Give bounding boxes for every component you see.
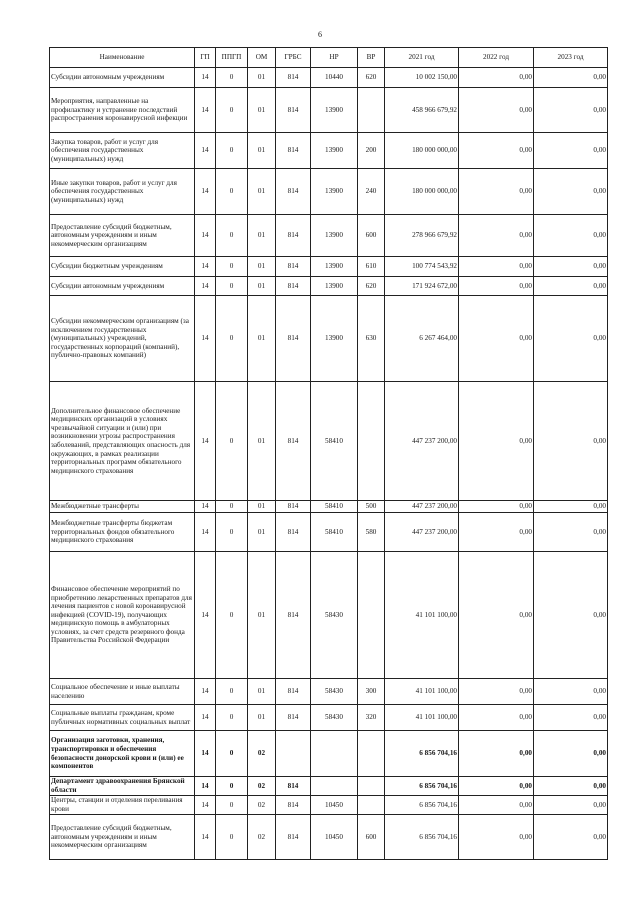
row-amount-2022: 0,00 bbox=[459, 731, 534, 777]
row-nr: 58410 bbox=[311, 501, 358, 513]
row-amount-2022: 0,00 bbox=[459, 705, 534, 731]
row-om: 01 bbox=[248, 296, 276, 382]
row-om: 01 bbox=[248, 257, 276, 277]
table-row bbox=[50, 169, 608, 215]
row-vr: 610 bbox=[358, 257, 385, 277]
row-om: 01 bbox=[248, 133, 276, 169]
row-grbs bbox=[276, 731, 311, 777]
header-2023: 2023 год bbox=[534, 48, 608, 68]
row-amount-2022: 0,00 bbox=[459, 513, 534, 552]
row-amount-2023: 0,00 bbox=[534, 215, 608, 257]
row-amount-2021: 6 856 704,16 bbox=[385, 815, 459, 860]
row-amount-2023: 0,00 bbox=[534, 296, 608, 382]
row-amount-2023: 0,00 bbox=[534, 513, 608, 552]
row-amount-2021: 6 856 704,16 bbox=[385, 731, 459, 777]
row-nr: 58410 bbox=[311, 513, 358, 552]
row-name: Мероприятия, направленные на профилактику и устранение последствий распространения коронавирусной инфекции bbox=[50, 88, 195, 133]
header-2021: 2021 год bbox=[385, 48, 459, 68]
row-nr: 10450 bbox=[311, 796, 358, 815]
row-amount-2023: 0,00 bbox=[534, 169, 608, 215]
row-vr: 320 bbox=[358, 705, 385, 731]
row-vr: 600 bbox=[358, 815, 385, 860]
row-ppgp: 0 bbox=[216, 552, 248, 679]
row-name: Субсидии автономным учреждениям bbox=[50, 68, 195, 88]
row-amount-2022: 0,00 bbox=[459, 169, 534, 215]
row-vr: 240 bbox=[358, 169, 385, 215]
row-grbs: 814 bbox=[276, 796, 311, 815]
header-vr: ВР bbox=[358, 48, 385, 68]
row-ppgp: 0 bbox=[216, 133, 248, 169]
table-row bbox=[50, 796, 608, 815]
row-vr: 620 bbox=[358, 68, 385, 88]
row-amount-2021: 447 237 200,00 bbox=[385, 513, 459, 552]
page-number: 6 bbox=[318, 30, 322, 39]
row-om: 02 bbox=[248, 777, 276, 796]
header-2022: 2022 год bbox=[459, 48, 534, 68]
row-om: 01 bbox=[248, 501, 276, 513]
table-row bbox=[50, 552, 608, 679]
row-amount-2023: 0,00 bbox=[534, 68, 608, 88]
row-amount-2023: 0,00 bbox=[534, 88, 608, 133]
row-amount-2021: 6 856 704,16 bbox=[385, 796, 459, 815]
row-nr: 58430 bbox=[311, 705, 358, 731]
row-vr: 300 bbox=[358, 679, 385, 705]
row-name: Департамент здравоохранения Брянской области bbox=[50, 777, 195, 796]
row-amount-2021: 447 237 200,00 bbox=[385, 501, 459, 513]
row-om: 01 bbox=[248, 382, 276, 501]
row-nr: 13900 bbox=[311, 257, 358, 277]
row-vr: 600 bbox=[358, 215, 385, 257]
row-om: 01 bbox=[248, 68, 276, 88]
row-om: 01 bbox=[248, 215, 276, 257]
table-row bbox=[50, 815, 608, 860]
header-ppgp: ППГП bbox=[216, 48, 248, 68]
row-gp: 14 bbox=[195, 777, 216, 796]
row-om: 02 bbox=[248, 815, 276, 860]
row-gp: 14 bbox=[195, 277, 216, 296]
row-grbs: 814 bbox=[276, 296, 311, 382]
row-amount-2021: 278 966 679,92 bbox=[385, 215, 459, 257]
header-name: Наименование bbox=[50, 48, 195, 68]
budget-table-body bbox=[50, 48, 608, 860]
row-nr: 13900 bbox=[311, 296, 358, 382]
row-name: Дополнительное финансовое обеспечение медицинских организаций в условиях чрезвычайной ситуации и (или) при возникновении угрозы распространения заболеваний, представляющих опасность для окружающих, в рамках реализации территориальных программ обязательного медицинского страхования bbox=[50, 382, 195, 501]
row-amount-2022: 0,00 bbox=[459, 68, 534, 88]
row-nr bbox=[311, 731, 358, 777]
row-vr bbox=[358, 731, 385, 777]
row-ppgp: 0 bbox=[216, 296, 248, 382]
row-gp: 14 bbox=[195, 296, 216, 382]
row-amount-2022: 0,00 bbox=[459, 215, 534, 257]
row-nr: 13900 bbox=[311, 169, 358, 215]
row-name: Межбюджетные трансферты bbox=[50, 501, 195, 513]
row-amount-2022: 0,00 bbox=[459, 501, 534, 513]
table-row bbox=[50, 215, 608, 257]
row-gp: 14 bbox=[195, 215, 216, 257]
row-grbs: 814 bbox=[276, 777, 311, 796]
table-row bbox=[50, 731, 608, 777]
row-amount-2021: 10 002 150,00 bbox=[385, 68, 459, 88]
row-nr: 13900 bbox=[311, 215, 358, 257]
row-ppgp: 0 bbox=[216, 679, 248, 705]
row-vr: 200 bbox=[358, 133, 385, 169]
row-name: Субсидии некоммерческим организациям (за исключением государственных (муниципальных) учреждений, государственных корпораций (компаний), публично-правовых компаний) bbox=[50, 296, 195, 382]
row-grbs: 814 bbox=[276, 501, 311, 513]
row-gp: 14 bbox=[195, 731, 216, 777]
row-ppgp: 0 bbox=[216, 501, 248, 513]
row-amount-2022: 0,00 bbox=[459, 296, 534, 382]
row-amount-2023: 0,00 bbox=[534, 382, 608, 501]
row-gp: 14 bbox=[195, 68, 216, 88]
row-gp: 14 bbox=[195, 705, 216, 731]
row-ppgp: 0 bbox=[216, 257, 248, 277]
row-grbs: 814 bbox=[276, 705, 311, 731]
row-amount-2021: 171 924 672,00 bbox=[385, 277, 459, 296]
row-nr: 58430 bbox=[311, 679, 358, 705]
row-amount-2022: 0,00 bbox=[459, 815, 534, 860]
row-vr bbox=[358, 796, 385, 815]
row-nr: 58430 bbox=[311, 552, 358, 679]
row-gp: 14 bbox=[195, 501, 216, 513]
row-amount-2021: 180 000 000,00 bbox=[385, 133, 459, 169]
row-om: 01 bbox=[248, 169, 276, 215]
row-name: Закупка товаров, работ и услуг для обеспечения государственных (муниципальных) нужд bbox=[50, 133, 195, 169]
row-vr: 620 bbox=[358, 277, 385, 296]
row-ppgp: 0 bbox=[216, 513, 248, 552]
row-ppgp: 0 bbox=[216, 68, 248, 88]
row-name: Субсидии автономным учреждениям bbox=[50, 277, 195, 296]
row-om: 01 bbox=[248, 552, 276, 679]
row-amount-2023: 0,00 bbox=[534, 679, 608, 705]
row-amount-2021: 458 966 679,92 bbox=[385, 88, 459, 133]
row-amount-2022: 0,00 bbox=[459, 257, 534, 277]
row-name: Предоставление субсидий бюджетным, автономным учреждениям и иным некоммерческим организациям bbox=[50, 215, 195, 257]
table-row bbox=[50, 88, 608, 133]
table-row bbox=[50, 277, 608, 296]
row-om: 01 bbox=[248, 277, 276, 296]
row-ppgp: 0 bbox=[216, 169, 248, 215]
row-amount-2022: 0,00 bbox=[459, 777, 534, 796]
row-gp: 14 bbox=[195, 88, 216, 133]
table-row bbox=[50, 679, 608, 705]
row-nr: 10440 bbox=[311, 68, 358, 88]
row-vr: 500 bbox=[358, 501, 385, 513]
row-amount-2022: 0,00 bbox=[459, 88, 534, 133]
row-amount-2021: 180 000 000,00 bbox=[385, 169, 459, 215]
row-om: 02 bbox=[248, 731, 276, 777]
row-name: Финансовое обеспечение мероприятий по приобретению лекарственных препаратов для лечения пациентов с новой коронавирусной инфекцией (COVID-19), получающих медицинскую помощь в амбулаторных условиях, за счет средств резервного фонда Правительства Российской Федерации bbox=[50, 552, 195, 679]
row-nr: 13900 bbox=[311, 277, 358, 296]
row-grbs: 814 bbox=[276, 88, 311, 133]
row-grbs: 814 bbox=[276, 277, 311, 296]
table-header-row bbox=[50, 48, 608, 68]
row-amount-2022: 0,00 bbox=[459, 679, 534, 705]
row-name: Центры, станции и отделения переливания крови bbox=[50, 796, 195, 815]
row-amount-2023: 0,00 bbox=[534, 257, 608, 277]
table-row bbox=[50, 382, 608, 501]
row-vr bbox=[358, 88, 385, 133]
row-ppgp: 0 bbox=[216, 796, 248, 815]
row-name: Межбюджетные трансферты бюджетам территориальных фондов обязательного медицинского страхования bbox=[50, 513, 195, 552]
header-grbs: ГРБС bbox=[276, 48, 311, 68]
row-ppgp: 0 bbox=[216, 277, 248, 296]
row-amount-2022: 0,00 bbox=[459, 382, 534, 501]
row-om: 01 bbox=[248, 679, 276, 705]
row-gp: 14 bbox=[195, 679, 216, 705]
row-gp: 14 bbox=[195, 552, 216, 679]
row-vr: 580 bbox=[358, 513, 385, 552]
table-row bbox=[50, 777, 608, 796]
table-row bbox=[50, 68, 608, 88]
row-vr bbox=[358, 382, 385, 501]
row-grbs: 814 bbox=[276, 68, 311, 88]
row-ppgp: 0 bbox=[216, 88, 248, 133]
row-om: 01 bbox=[248, 88, 276, 133]
row-amount-2023: 0,00 bbox=[534, 731, 608, 777]
row-ppgp: 0 bbox=[216, 777, 248, 796]
row-ppgp: 0 bbox=[216, 382, 248, 501]
row-name: Иные закупки товаров, работ и услуг для обеспечения государственных (муниципальных) нужд bbox=[50, 169, 195, 215]
row-amount-2021: 100 774 543,92 bbox=[385, 257, 459, 277]
row-grbs: 814 bbox=[276, 215, 311, 257]
table-row bbox=[50, 296, 608, 382]
row-nr: 13900 bbox=[311, 133, 358, 169]
row-vr bbox=[358, 777, 385, 796]
row-ppgp: 0 bbox=[216, 215, 248, 257]
row-amount-2021: 41 101 100,00 bbox=[385, 552, 459, 679]
row-amount-2023: 0,00 bbox=[534, 796, 608, 815]
header-gp: ГП bbox=[195, 48, 216, 68]
row-grbs: 814 bbox=[276, 679, 311, 705]
row-name: Социальные выплаты гражданам, кроме публичных нормативных социальных выплат bbox=[50, 705, 195, 731]
row-ppgp: 0 bbox=[216, 705, 248, 731]
row-name: Предоставление субсидий бюджетным, автономным учреждениям и иным некоммерческим организациям bbox=[50, 815, 195, 860]
row-grbs: 814 bbox=[276, 815, 311, 860]
row-om: 02 bbox=[248, 796, 276, 815]
row-gp: 14 bbox=[195, 815, 216, 860]
header-nr: НР bbox=[311, 48, 358, 68]
row-amount-2023: 0,00 bbox=[534, 133, 608, 169]
row-ppgp: 0 bbox=[216, 815, 248, 860]
row-name: Социальное обеспечение и иные выплаты населению bbox=[50, 679, 195, 705]
table-row bbox=[50, 705, 608, 731]
row-amount-2023: 0,00 bbox=[534, 501, 608, 513]
table-row bbox=[50, 501, 608, 513]
row-amount-2022: 0,00 bbox=[459, 796, 534, 815]
row-name: Организация заготовки, хранения, транспортировки и обеспечения безопасности донорской крови и (или) ее компонентов bbox=[50, 731, 195, 777]
row-nr: 58410 bbox=[311, 382, 358, 501]
row-vr bbox=[358, 552, 385, 679]
row-grbs: 814 bbox=[276, 257, 311, 277]
row-amount-2023: 0,00 bbox=[534, 777, 608, 796]
row-nr: 13900 bbox=[311, 88, 358, 133]
row-gp: 14 bbox=[195, 257, 216, 277]
row-amount-2021: 6 856 704,16 bbox=[385, 777, 459, 796]
row-amount-2021: 41 101 100,00 bbox=[385, 679, 459, 705]
table-row bbox=[50, 513, 608, 552]
row-amount-2021: 447 237 200,00 bbox=[385, 382, 459, 501]
row-gp: 14 bbox=[195, 382, 216, 501]
row-amount-2023: 0,00 bbox=[534, 277, 608, 296]
row-nr: 10450 bbox=[311, 815, 358, 860]
row-amount-2021: 6 267 464,00 bbox=[385, 296, 459, 382]
table-row bbox=[50, 133, 608, 169]
row-amount-2023: 0,00 bbox=[534, 815, 608, 860]
row-grbs: 814 bbox=[276, 169, 311, 215]
row-amount-2021: 41 101 100,00 bbox=[385, 705, 459, 731]
header-om: ОМ bbox=[248, 48, 276, 68]
row-gp: 14 bbox=[195, 513, 216, 552]
row-gp: 14 bbox=[195, 169, 216, 215]
row-ppgp: 0 bbox=[216, 731, 248, 777]
row-amount-2022: 0,00 bbox=[459, 552, 534, 679]
row-vr: 630 bbox=[358, 296, 385, 382]
row-name: Субсидии бюджетным учреждениям bbox=[50, 257, 195, 277]
row-grbs: 814 bbox=[276, 382, 311, 501]
row-grbs: 814 bbox=[276, 552, 311, 679]
table-row bbox=[50, 257, 608, 277]
row-gp: 14 bbox=[195, 133, 216, 169]
row-om: 01 bbox=[248, 705, 276, 731]
row-gp: 14 bbox=[195, 796, 216, 815]
row-amount-2022: 0,00 bbox=[459, 133, 534, 169]
budget-table bbox=[49, 47, 608, 860]
row-grbs: 814 bbox=[276, 133, 311, 169]
row-amount-2023: 0,00 bbox=[534, 552, 608, 679]
row-nr bbox=[311, 777, 358, 796]
row-om: 01 bbox=[248, 513, 276, 552]
row-grbs: 814 bbox=[276, 513, 311, 552]
row-amount-2023: 0,00 bbox=[534, 705, 608, 731]
row-amount-2022: 0,00 bbox=[459, 277, 534, 296]
